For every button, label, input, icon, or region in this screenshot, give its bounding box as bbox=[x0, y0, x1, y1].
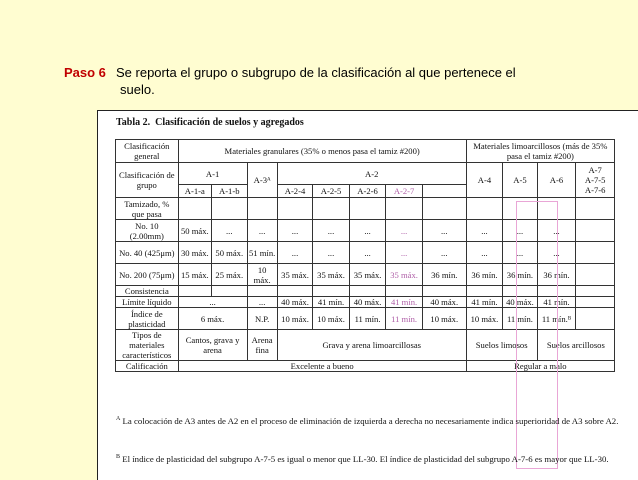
row-label: Índice de plasticidad bbox=[116, 308, 179, 330]
subgroup-cell: A-1-b bbox=[212, 185, 247, 198]
table-row bbox=[116, 361, 615, 372]
table-cell: 41 mín. bbox=[313, 297, 350, 308]
table-row bbox=[116, 264, 615, 286]
step-line-2: suelo. bbox=[120, 82, 155, 97]
table-cell: ... bbox=[537, 220, 576, 242]
subgroup-cell: A-2-4 bbox=[277, 185, 312, 198]
classification-table bbox=[115, 139, 615, 372]
row-label: No. 40 (425μm) bbox=[116, 242, 179, 264]
subgroup-cell: A-2-5 bbox=[313, 185, 350, 198]
group-a3: A-3ᴬ bbox=[247, 163, 277, 198]
table-cell: ... bbox=[466, 242, 503, 264]
row-label: Consistencia bbox=[116, 286, 179, 297]
table-cell: 11 mín. bbox=[503, 308, 537, 330]
table-cell: 40 máx. bbox=[349, 297, 386, 308]
group-label: Clasificación de grupo bbox=[116, 163, 179, 198]
table-cell: ... bbox=[247, 297, 277, 308]
table-cell: 6 máx. bbox=[178, 308, 247, 330]
group-a2: A-2 bbox=[277, 163, 466, 185]
subgroup-cell: A-2-6 bbox=[349, 185, 386, 198]
table-cell: ... bbox=[466, 220, 503, 242]
table-cell: Suelos limosos bbox=[466, 330, 537, 361]
table-cell: ... bbox=[422, 220, 466, 242]
table-cell: ... bbox=[277, 220, 312, 242]
group-a4: A-4 bbox=[466, 163, 503, 198]
group-a1: A-1 bbox=[178, 163, 247, 185]
table-cell: Regular a malo bbox=[466, 361, 614, 372]
table-cell: 36 mín. bbox=[422, 264, 466, 286]
table-cell: 35 máx. bbox=[386, 264, 423, 286]
table-cell: 36 mín. bbox=[503, 264, 537, 286]
table-cell: 41 mín. bbox=[537, 297, 576, 308]
table-cell: 35 máx. bbox=[277, 264, 312, 286]
row-label: Límite líquido bbox=[116, 297, 179, 308]
table-cell: ... bbox=[503, 242, 537, 264]
table-cell: ... bbox=[349, 220, 386, 242]
caption-prefix: Tabla 2. bbox=[116, 117, 151, 128]
row-label: Calificación bbox=[116, 361, 179, 372]
step-label: Paso 6 bbox=[64, 65, 106, 80]
table-cell: ... bbox=[247, 220, 277, 242]
caption-title: Clasificación de suelos y agregados bbox=[155, 117, 304, 128]
table-row bbox=[116, 140, 615, 163]
step-text bbox=[64, 64, 604, 98]
table-cell: 36 mín. bbox=[466, 264, 503, 286]
table-cell: Excelente a bueno bbox=[178, 361, 466, 372]
table-cell: ... bbox=[386, 220, 423, 242]
row-label: No. 200 (75μm) bbox=[116, 264, 179, 286]
table-cell: ... bbox=[313, 220, 350, 242]
table-row bbox=[116, 308, 615, 330]
table-cell: 10 máx. bbox=[313, 308, 350, 330]
general-label: Clasificación general bbox=[116, 140, 179, 163]
table-cell: ... bbox=[313, 242, 350, 264]
table-cell: 50 máx. bbox=[178, 220, 211, 242]
table-cell: 10 máx. bbox=[277, 308, 312, 330]
table-cell: Suelos arcillosos bbox=[537, 330, 614, 361]
table-cell: 40 máx. bbox=[422, 297, 466, 308]
footnote-b-text: El índice de plasticidad del subgrupo A-7-5 es igual o menor que LL-30. El índice de plasticidad del subgrupo A-7-6 es mayor que LL-30. bbox=[122, 453, 609, 464]
row-label: No. 10 (2.00mm) bbox=[116, 220, 179, 242]
table-cell: ... bbox=[212, 220, 247, 242]
table-cell: 41 mín. bbox=[466, 297, 503, 308]
table-cell: 50 máx. bbox=[212, 242, 247, 264]
table-cell: 51 mín. bbox=[247, 242, 277, 264]
footnote-a-mark: A bbox=[116, 416, 121, 422]
table-cell: Cantos, grava y arena bbox=[178, 330, 247, 361]
table-cell: 35 máx. bbox=[349, 264, 386, 286]
limo-header: Materiales limoarcillosos (más de 35% pasa el tamiz #200) bbox=[466, 140, 614, 163]
table-row bbox=[116, 220, 615, 242]
granular-header: Materiales granulares (35% o menos pasa el tamiz #200) bbox=[178, 140, 466, 163]
table-caption bbox=[116, 117, 304, 128]
table-cell: ... bbox=[178, 297, 247, 308]
table-cell: ... bbox=[503, 220, 537, 242]
footnote-a bbox=[116, 413, 631, 427]
table-cell: ... bbox=[422, 242, 466, 264]
table-cell: 36 mín. bbox=[537, 264, 576, 286]
table-cell: N.P. bbox=[247, 308, 277, 330]
table-row bbox=[116, 163, 615, 185]
table-cell: 11 mín.ᴮ bbox=[537, 308, 576, 330]
table-row bbox=[116, 198, 615, 220]
footnote-b-mark: B bbox=[116, 454, 121, 460]
table-cell: 10 máx. bbox=[247, 264, 277, 286]
table-cell: Grava y arena limoarcillosas bbox=[277, 330, 466, 361]
footnote-a-text: La colocación de A3 antes de A2 en el proceso de eliminación de izquierda a derecha no necesariamente indica superioridad de A3 sobre A2. bbox=[122, 415, 619, 426]
table-cell: 40 máx. bbox=[503, 297, 537, 308]
table-cell: 10 máx. bbox=[422, 308, 466, 330]
table-cell: ... bbox=[537, 242, 576, 264]
table-cell: ... bbox=[349, 242, 386, 264]
group-a5: A-5 bbox=[503, 163, 537, 198]
table-cell: 35 máx. bbox=[313, 264, 350, 286]
subgroup-cell: A-2-7 bbox=[386, 185, 423, 198]
table-cell: 40 máx. bbox=[277, 297, 312, 308]
table-cell: 11 mín. bbox=[349, 308, 386, 330]
group-a7: A-7 A-7-5 A-7-6 bbox=[576, 163, 615, 198]
table-cell: 15 máx. bbox=[178, 264, 211, 286]
table-row bbox=[116, 297, 615, 308]
table-row bbox=[116, 242, 615, 264]
table-cell: Arena fina bbox=[247, 330, 277, 361]
table-row bbox=[116, 286, 615, 297]
group-a6: A-6 bbox=[537, 163, 576, 198]
table-cell: 30 máx. bbox=[178, 242, 211, 264]
table-cell: 10 máx. bbox=[466, 308, 503, 330]
step-line-1: Se reporta el grupo o subgrupo de la clasificación al que pertenece el bbox=[116, 65, 516, 80]
row-label: Tipos de materiales característicos bbox=[116, 330, 179, 361]
table-cell: ... bbox=[277, 242, 312, 264]
footnote-b bbox=[116, 451, 631, 465]
table-sheet bbox=[97, 110, 638, 480]
table-cell: ... bbox=[386, 242, 423, 264]
table-row bbox=[116, 330, 615, 361]
table-cell: 11 mín. bbox=[386, 308, 423, 330]
table-cell: 25 máx. bbox=[212, 264, 247, 286]
row-label: Tamizado, % que pasa bbox=[116, 198, 179, 220]
subgroup-cell: A-1-a bbox=[178, 185, 211, 198]
table-cell: 41 mín. bbox=[386, 297, 423, 308]
